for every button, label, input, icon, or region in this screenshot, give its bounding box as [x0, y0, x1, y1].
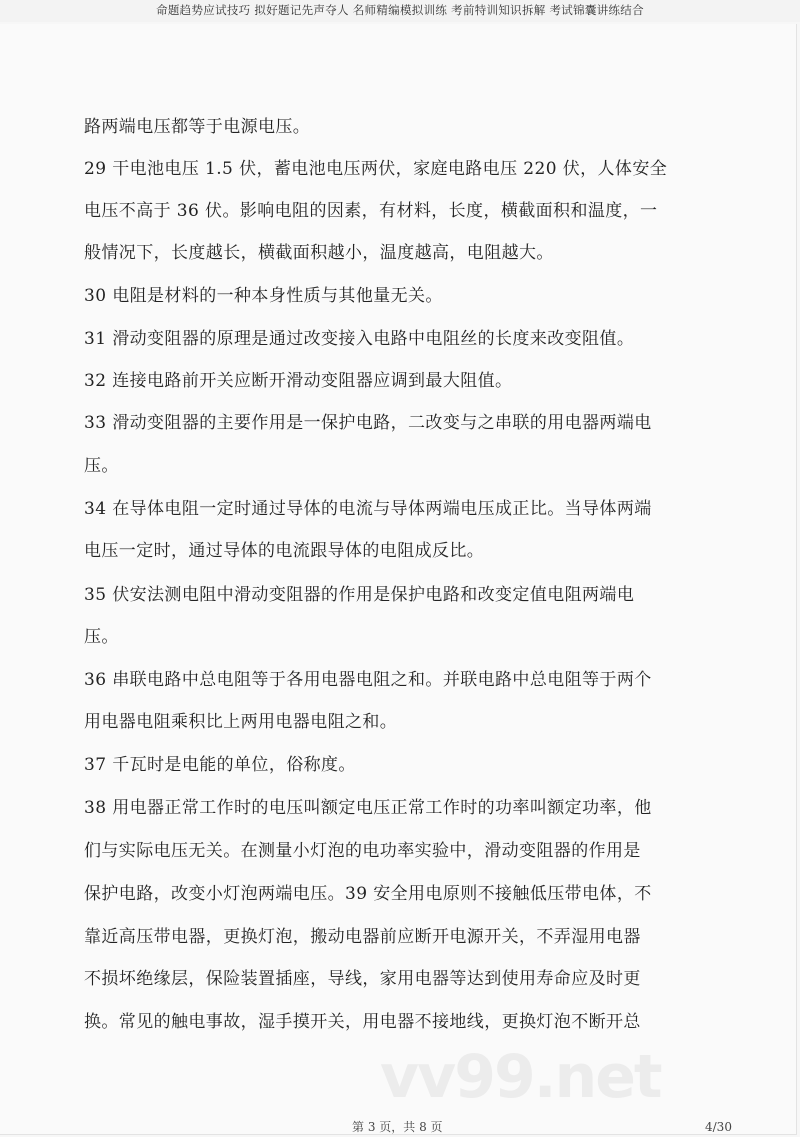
text-line: 电压不高于 36 伏。影响电阻的因素，有材料，长度，横截面积和温度，一	[84, 201, 658, 221]
text-line: 30 电阻是材料的一种本身性质与其他量无关。	[84, 286, 443, 306]
header-tagline: 命题趋势应试技巧 拟好题记先声夺人 名师精编模拟训练 考前特训知识拆解 考试锦囊讲练结合	[156, 3, 644, 17]
text-line: 35 伏安法测电阻中滑动变阻器的作用是保护电路和改变定值电阻两端电	[84, 585, 635, 605]
page-header	[0, 0, 800, 22]
text-line: 换。常见的触电事故，湿手摸开关，用电器不接地线，更换灯泡不断开总	[84, 1012, 641, 1032]
text-line: 29 干电池电压 1.5 伏，蓄电池电压两伏，家庭电路电压 220 伏，人体安全	[84, 159, 668, 179]
text-line: 保护电路，改变小灯泡两端电压。39 安全用电原则不接触低压带电体，不	[84, 884, 652, 904]
page-counter: 4/30	[705, 1120, 732, 1134]
watermark: vv99.net	[380, 1042, 661, 1112]
text-line: 电压一定时，通过导体的电流跟导体的电阻成反比。	[84, 541, 485, 561]
text-line: 37 千瓦时是电能的单位，俗称度。	[84, 755, 356, 775]
text-line: 不损坏绝缘层，保险装置插座，导线，家用电器等达到使用寿命应及时更	[84, 969, 641, 989]
text-line: 31 滑动变阻器的原理是通过改变接入电路中电阻丝的长度来改变阻值。	[84, 329, 635, 349]
text-line: 32 连接电路前开关应断开滑动变阻器应调到最大阻值。	[84, 371, 513, 391]
text-line: 34 在导体电阻一定时通过导体的电流与导体两端电压成正比。当导体两端	[84, 499, 652, 519]
text-line: 36 串联电路中总电阻等于各用电器电阻之和。并联电路中总电阻等于两个	[84, 670, 652, 690]
text-line: 33 滑动变阻器的主要作用是一保护电路，二改变与之串联的用电器两端电	[84, 413, 652, 433]
text-line: 用电器电阻乘积比上两用电器电阻之和。	[84, 712, 398, 732]
text-line: 靠近高压带电器，更换灯泡，搬动电器前应断开电源开关，不弄湿用电器	[84, 927, 641, 947]
document-page	[0, 24, 797, 1135]
text-line: 压。	[84, 456, 119, 476]
text-line: 38 用电器正常工作时的电压叫额定电压正常工作时的功率叫额定功率，他	[84, 798, 652, 818]
text-line: 般情况下，长度越长，横截面积越小，温度越高，电阻越大。	[84, 243, 554, 263]
text-line: 们与实际电压无关。在测量小灯泡的电功率实验中，滑动变阻器的作用是	[84, 841, 641, 861]
page-info: 第 3 页，共 8 页	[352, 1120, 443, 1134]
text-line: 压。	[84, 627, 119, 647]
text-line: 路两端电压都等于电源电压。	[84, 117, 311, 137]
